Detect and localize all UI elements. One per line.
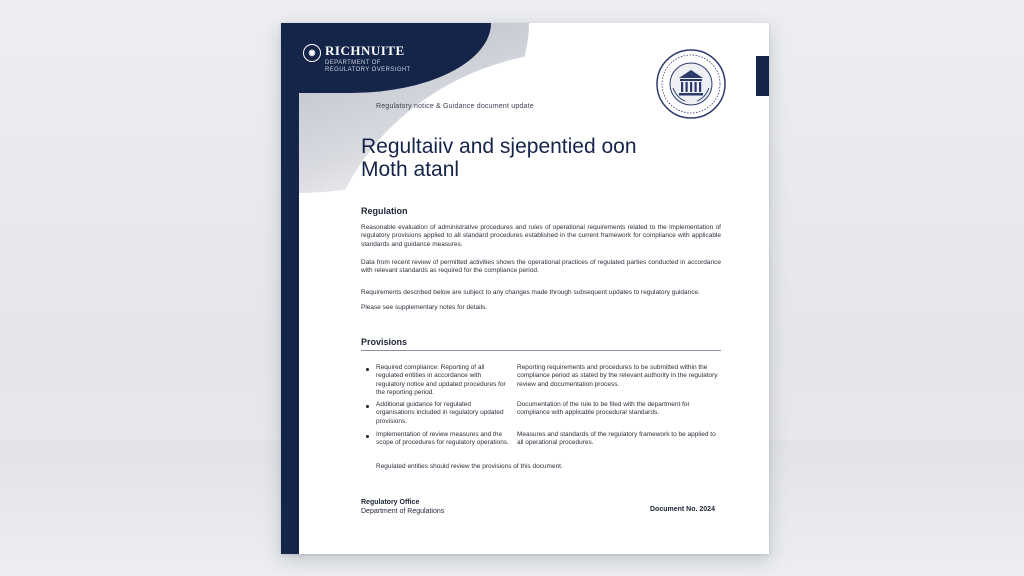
document-title-line-2: Moth atanl bbox=[361, 158, 460, 181]
government-seal-icon bbox=[655, 48, 727, 120]
bullet-icon bbox=[366, 368, 369, 371]
org-subtitle: DEPARTMENT OF bbox=[325, 60, 381, 66]
provision-item-3-right: Measures and standards of the regulatory framework to be applied to all operational procedures. bbox=[517, 431, 716, 447]
provision-item-2-right: Documentation of the rule to be filed with the department for compliance with applicable procedural standards. bbox=[517, 401, 690, 417]
summary-paragraph-1: Reasonable evaluation of administrative procedures and rules of operational requirements related to the implementation of regulatory provisions applied to all standard procedures established in the current framework for compliance with applicable standards and guidance measures. bbox=[361, 224, 721, 248]
page-tab-marker bbox=[756, 56, 769, 96]
provision-item-2-left: Additional guidance for regulated organisations included in regulatory updated provisions. bbox=[376, 401, 504, 425]
footer-document-number: Document No. 2024 bbox=[650, 506, 715, 513]
provision-item-3-left: Implementation of review measures and the scope of procedures for regulatory operations. bbox=[376, 431, 509, 447]
bullet-icon bbox=[366, 435, 369, 438]
section-divider bbox=[361, 350, 721, 351]
provisions-closing-note: Regulated entities should review the provisions of this document. bbox=[376, 463, 563, 470]
provision-item-1-left: Required compliance: Reporting of all regulated entities in accordance with regulatory notice and updated procedures for the reporting period. bbox=[376, 364, 506, 396]
footer-department: Department of Regulations bbox=[361, 508, 445, 515]
section-heading-provisions: Provisions bbox=[361, 337, 408, 347]
document-page bbox=[281, 23, 769, 554]
sidebar-stripe bbox=[281, 23, 299, 554]
org-subtitle-2: REGULATORY OVERSIGHT bbox=[325, 67, 411, 73]
section-heading-summary: Regulation bbox=[361, 206, 408, 216]
document-title-line-1: Regultaiiv and sjepentied oon bbox=[361, 135, 637, 158]
summary-paragraph-4: Please see supplementary notes for details. bbox=[361, 304, 488, 311]
document-title bbox=[361, 135, 741, 181]
summary-paragraph-3: Requirements described below are subject to any changes made through subsequent updates to regulatory guidance. bbox=[361, 289, 700, 296]
summary-paragraph-2: Data from recent review of permitted activities shows the operational practices of regulated parties conducted in accordance with relevant standards as required for the compliance period. bbox=[361, 259, 721, 275]
org-logo-icon: ◉ bbox=[303, 44, 321, 62]
provision-item-1-right: Reporting requirements and procedures to be submitted within the compliance period as stated by the relevant authority in the regulatory review and documentation process. bbox=[517, 364, 718, 388]
footer-office: Regulatory Office bbox=[361, 499, 420, 506]
document-kicker: Regulatory notice & Guidance document update bbox=[376, 103, 534, 110]
bullet-icon bbox=[366, 405, 369, 408]
org-name: RICHNUITE bbox=[325, 43, 405, 58]
